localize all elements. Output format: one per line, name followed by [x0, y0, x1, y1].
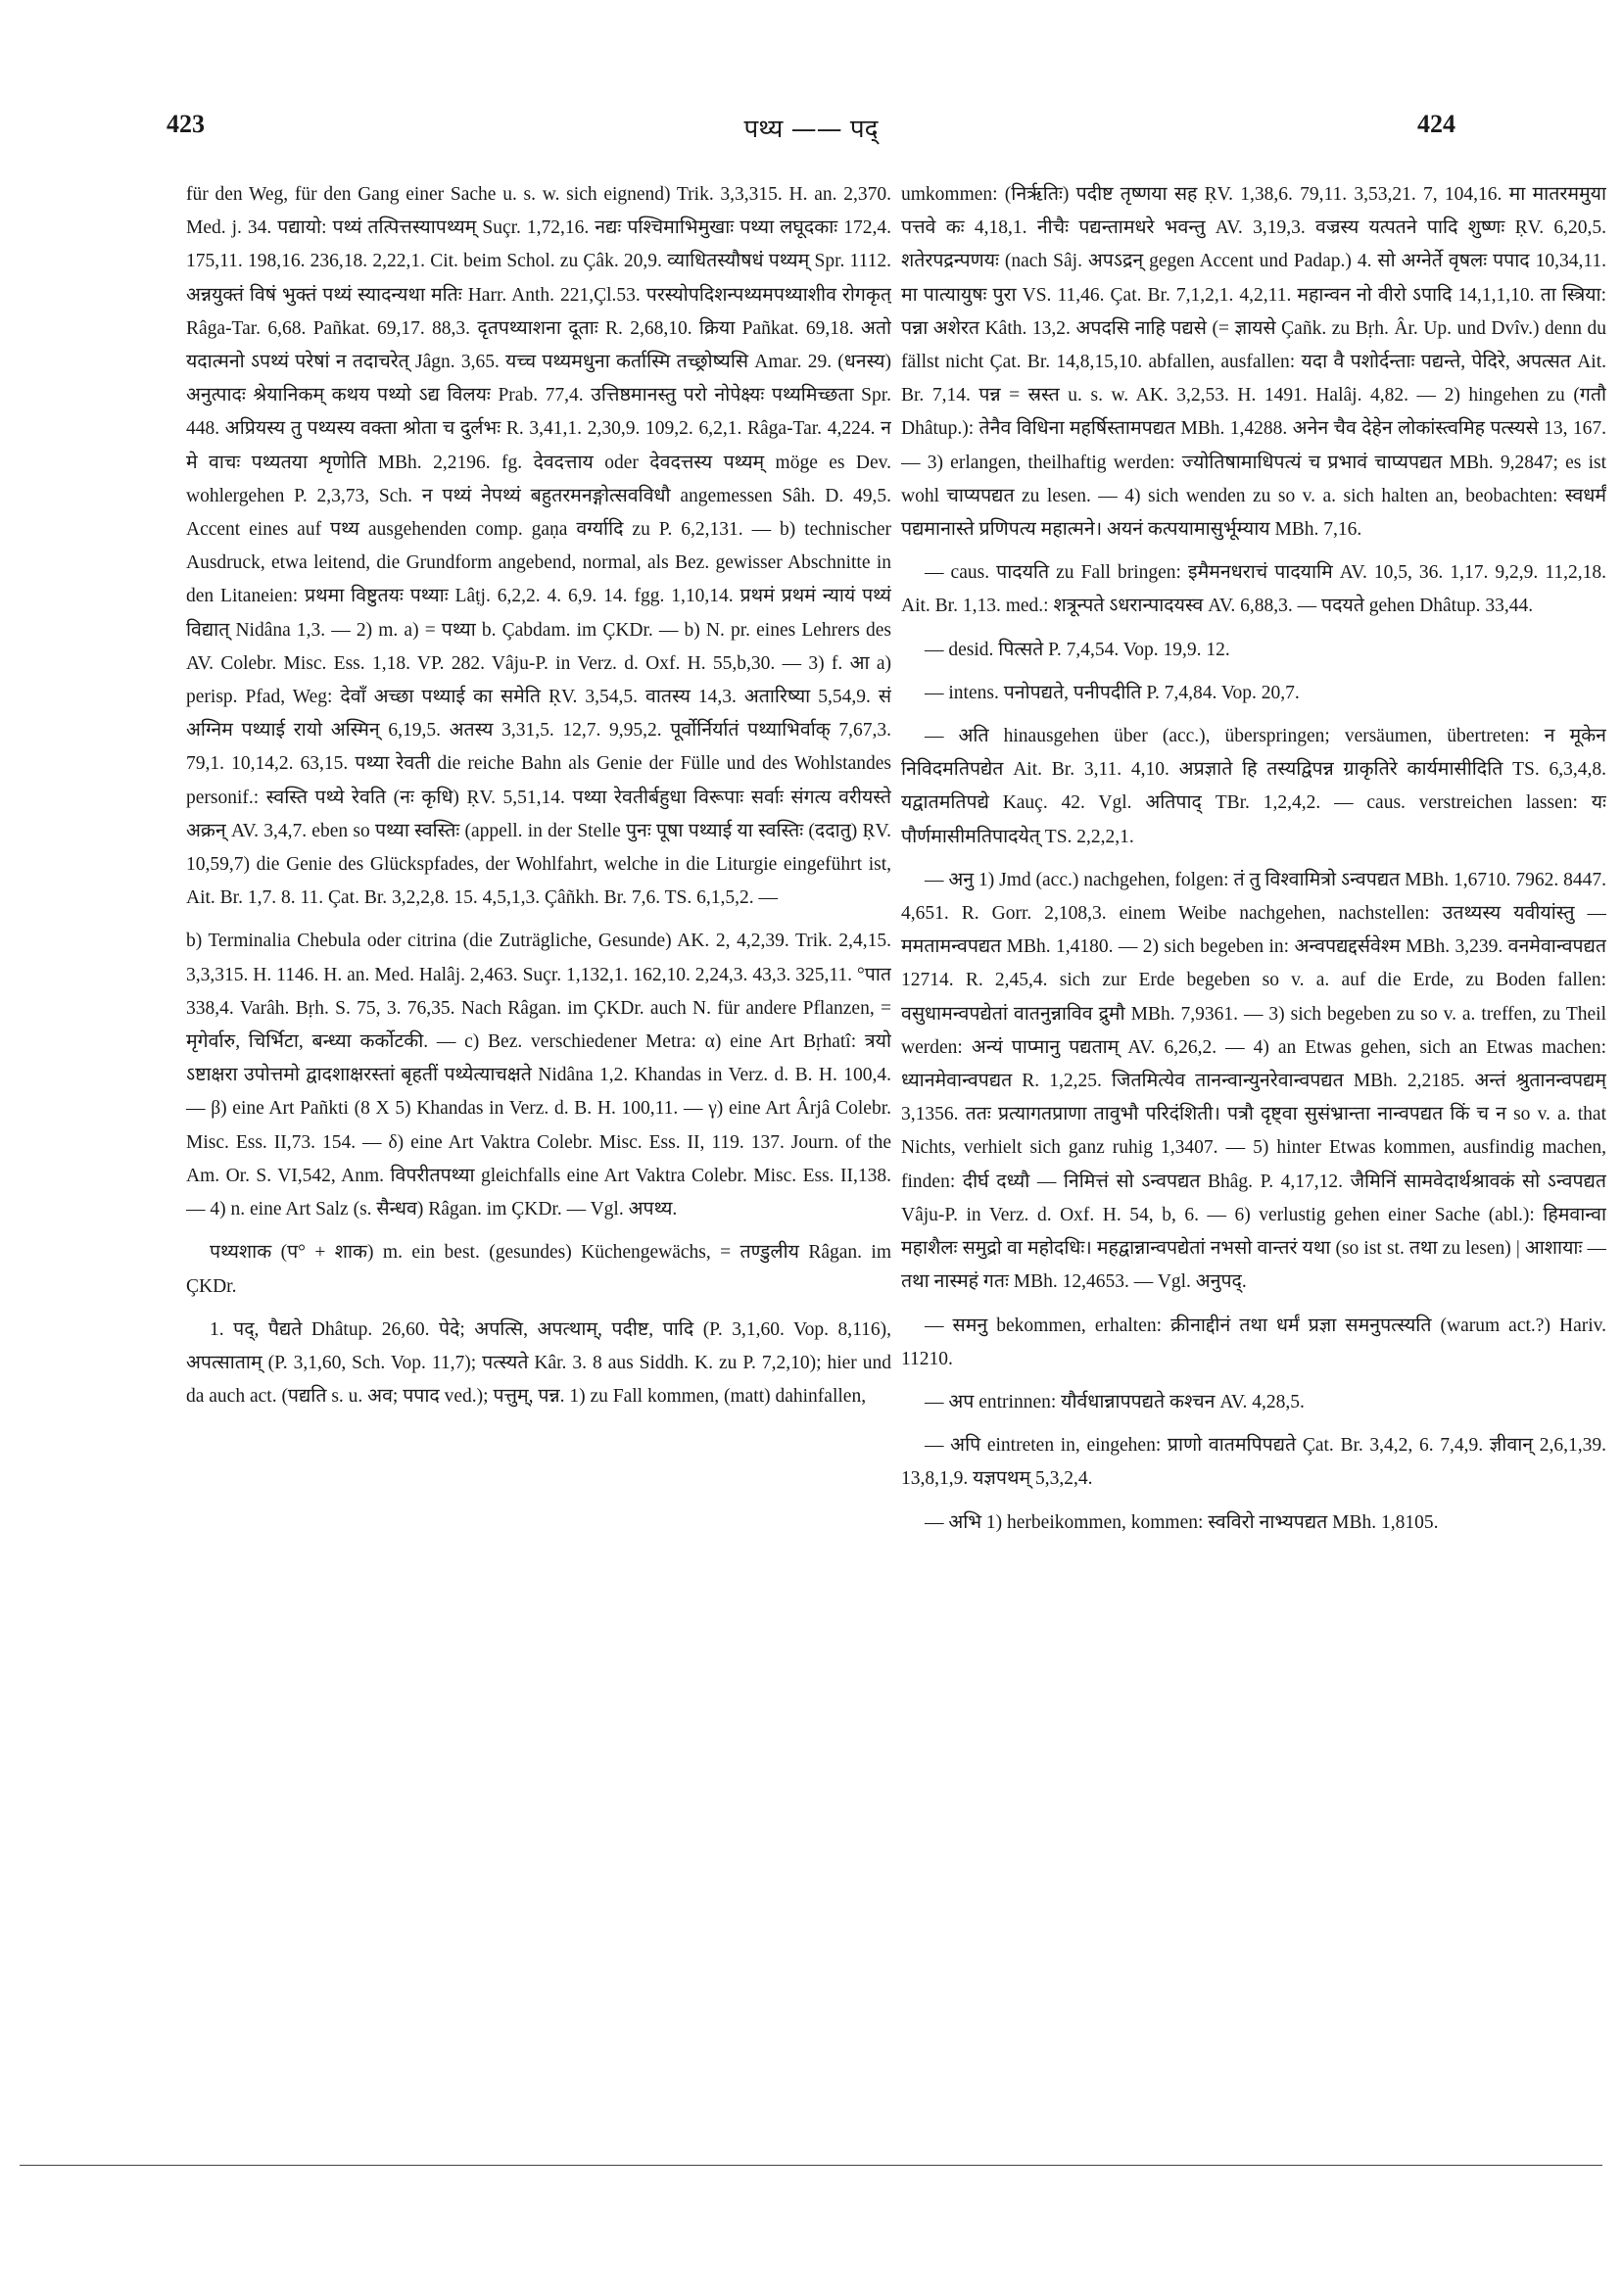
left-paragraph: für den Weg, für den Gang einer Sache u. s. w. sich eignend) Trik. 3,3,315. H. an. 2,370. Med. j. 34. पद्यायो: पथ्यं तत्पित्तस्यापथ्यम् Suçr. 1,72,16. नद्यः पश्चिमाभिमुखाः पथ्या लघूदकाः 172,4. 175,11. 198,16. 236,18. 2,22,1. Cit. beim Schol. zu Çâk. 20,9. व्याधितस्यौषधं पथ्यम् Spr. 1112. अन्नयुक्तं विषं भुक्तं पथ्यं स्यादन्यथा मतिः Harr. Anth. 221,Çl.53. परस्योपदिशन्पथ्यमपथ्याशीव रोगकृत् Râga-Tar. 6,68. Pañkat. 69,17. 88,3. दृतपथ्याशना दूताः R. 2,68,10. क्रिया Pañkat. 69,18. अतो यदात्मनो ऽपथ्यं परेषां न तदाचरेत् Jâgn. 3,65. यच्च पथ्यमधुना कर्तास्मि तच्छ्रोष्यसि Amar. 29. (धनस्य) अनुत्पादः श्रेयानिकम् कथय पथ्यो ऽद्य विलयः Prab. 77,4. उत्तिष्ठमानस्तु परो नोपेक्ष्यः पथ्यमिच्छता Spr. 448. अप्रियस्य तु पथ्यस्य वक्ता श्रोता च दुर्लभः R. 3,41,1. 2,30,9. 109,2. 6,2,1. Râga-Tar. 4,224. न मे वाचः पथ्यतया शृणोति MBh. 2,2196. fg. देवदत्ताय oder देवदत्तस्य पथ्यम् möge es Dev. wohlergehen P. 2,3,73, Sch. न पथ्यं नेपथ्यं बहुतरमनङ्गोत्सवविधौ angemessen Sâh. D. 49,5. Accent eines auf पथ्य ausgehenden comp. gaṇa वर्ग्यादि zu P. 6,2,131. — b) technischer Ausdruck, etwa leitend, die Grundform angebend, normal, als Bez. gewisser Abschnitte in den Litaneien: प्रथमा विष्टुतयः पथ्याः Lâṭj. 6,2,2. 4. 6,9. 14. fgg. 1,10,14. प्रथमं प्रथमं न्यायं पथ्यं विद्यात् Nidâna 1,3. — 2) m. a) = पथ्या b. Çabdam. im ÇKDr. — b) N. pr. eines Lehrers des AV. Colebr. Misc. Ess. 1,18. VP. 282. Vâju-P. in Verz. d. Oxf. H. 55,b,30. — 3) f. आ a) perisp. Pfad, Weg: देवाँ अच्छा पथ्याई का समेति ṚV. 3,54,5. वातस्य 14,3. अतारिष्या 5,54,9. सं अग्निम पथ्याई रायो अस्मिन् 6,19,5. अतस्य 3,31,5. 12,7. 9,95,2. पूर्वोर्निर्यातं पथ्याभिर्वाक् 7,67,3. 79,1. 10,14,2. 63,15. पथ्या रेवती die reiche Bahn als Genie der Fülle und des Wohlstandes personif.: स्वस्ति पथ्ये रेवति (नः कृधि) ṚV. 5,51,14. पथ्या रेवतीर्बहुधा विरूपाः सर्वाः संगत्य वरीयस्ते अक्रन् AV. 3,4,7. eben so पथ्या स्वस्तिः (appell. in der Stelle पुनः पूषा पथ्याई या स्वस्तिः (ददातु) ṚV. 10,59,7) die Genie des Glückspfades, der Wohlfahrt, welche in die Liturgie eingeführt ist, Ait. Br. 1,7. 8. 11. Çat. Br. 3,2,2,8. 15. 4,5,1,3. Çâñkh. Br. 7,6. TS. 6,1,5,2. —: [186, 184, 891, 909]
page-number-left: 423: [167, 110, 205, 138]
right-paragraph: — समनु bekommen, erhalten: क्रीनाद्दीनं तथा धर्मं प्रज्ञा समनुपत्स्यति (warum act.?) Hariv. 11210.: [901, 1315, 1606, 1369]
right-paragraph: — caus. पादयति zu Fall bringen: इमैमनधराचं पादयामि AV. 10,5, 36. 1,17. 9,2,9. 11,2,18. Ait. Br. 1,13. med.: शत्रून्पते ऽधरान्पादयस्व AV. 6,88,3. — पदयते gehen Dhâtup. 33,44.: [901, 562, 1606, 617]
footer-divider: [20, 2165, 1602, 2166]
page-header: [0, 110, 1622, 149]
right-paragraph: — अनु 1) Jmd (acc.) nachgehen, folgen: तं तु विश्वामित्रो ऽन्वपद्यत MBh. 1,6710. 7962. 8447. 4,651. R. Gorr. 2,108,3. einem Weibe nachgehen, nachstellen: उतथ्यस्य यवीयांस्तु — ममतामन्वपद्यत MBh. 1,4180. — 2) sich begeben in: अन्वपद्यद्दर्सवेश्म MBh. 3,239. वनमेवान्वपद्यत 12714. R. 2,45,4. sich zur Erde begeben so v. a. auf die Erde, zu Boden fallen: वसुधामन्वपद्येतां वातनुन्नाविव द्रुमौ MBh. 7,9361. — 3) sich begeben zu so v. a. treffen, zu Theil werden: अन्यं पाप्मानु पद्यताम् AV. 6,26,2. — 4) an Etwas gehen, sich an Etwas machen: ध्यानमेवान्वपद्यत R. 1,2,25. जितमित्येव तानन्वान्युनरेवान्वपद्यत MBh. 2,2185. अन्तं श्रुतानन्वपद्यम् 3,1356. ततः प्रत्यागतप्राणा तावुभौ परिदंशिती। पत्रौ दृष्ट्वा सुसंभ्रान्ता नान्वपद्यत किं च न so v. a. that Nichts, verhielt sich ganz ruhig 1,3407. — 5) hinter Etwas kommen, ausfindig machen, finden: दीर्घ दध्यौ — निमित्तं सो ऽन्वपद्यत Bhâg. P. 4,17,12. जैमिनिं सामवेदार्थश्रावकं सो ऽन्वपद्यत Vâju-P. in Verz. d. Oxf. H. 54, b, 6. — 6) verlustig gehen einer Sache (abl.): हिमवान्वा महाशैलः समुद्रो वा महोदधिः। महद्वान्नान्वपद्येतां नभसो वान्तरं यथा (so ist st. तथा zu lesen) | आशायाः — तथा नास्महं गतः MBh. 12,4653. — Vgl. अनुपद्.: [901, 869, 1606, 1293]
right-paragraph: — desid. पित्सते P. 7,4,54. Vop. 19,9. 12.: [925, 639, 1230, 660]
right-paragraph: — अभि 1) herbeikommen, kommen: स्वविरो नाभ्यपद्यत MBh. 1,8105.: [925, 1511, 1439, 1533]
right-paragraph: — intens. पनोपद्यते, पनीपदीति P. 7,4,84. Vop. 20,7.: [925, 682, 1300, 703]
right-paragraph: — अति hinausgehen über (acc.), überspringen; versäumen, übertreten: न मूकेन निविदमतिपद्येत Ait. Br. 3,11. 4,10. अप्रज्ञाते हि तस्यद्विपन्न ग्राकृतिरे कार्यमासीदिति TS. 6,3,4,8. यद्वातमतिपद्ये Kauç. 42. Vgl. अतिपाद् TBr. 1,2,4,2. — caus. verstreichen lassen: यः पौर्णमासीमतिपादयेत् TS. 2,2,2,1.: [901, 726, 1606, 847]
right-paragraph: umkommen: (निर्ऋतिः) पदीष्ट तृष्णया सह ṚV. 1,38,6. 79,11. 3,53,21. 7, 104,16. मा मातरममुया पत्तवे कः 4,18,1. नीचैः पद्यन्तामधरे भवन्तु AV. 3,19,3. वज्रस्य यत्पतने पादि शुष्णः ṚV. 6,20,5. शतेरपद्रन्पणयः (nach Sâj. अपऽद्रन् gegen Accent und Padap.) 4. सो अग्नेर्ते वृषलः पपाद 10,34,11. मा पात्यायुषः पुरा VS. 11,46. Çat. Br. 7,1,2,1. 4,2,11. महान्वन नो वीरो ऽपादि 14,1,1,10. ता स्त्रिया: पन्ना अशेरत Kâth. 13,2. अपदसि नाहि पद्यसे (= ज्ञायसे Çañk. zu Bṛh. Âr. Up. und Dvîv.) denn du fällst nicht Çat. Br. 14,8,15,10. abfallen, ausfallen: यदा वै पशोर्दन्ताः पद्यन्ते, पेदिरे, अपत्सत Ait. Br. 7,14. पन्न = स्रस्त u. s. w. AK. 3,2,53. H. 1491. Halâj. 4,82. — 2) hingehen zu (गतौ Dhâtup.): तेनैव विधिना महर्षिस्तामपद्यत MBh. 1,4288. अनेन चैव देहेन लोकांस्त्वमिह पत्स्यसे 13, 167. — 3) erlangen, theilhaftig werden: ज्योतिषामाधिपत्यं च प्रभावं चाप्यपद्यत MBh. 9,2847; es ist wohl चाप्यपद्यत zu lesen. — 4) sich wenden zu so v. a. sich halten an, beobachten: स्वधर्मं पद्यमानास्ते प्रणिपत्य महात्मने। अयनं कत्पयामासुर्भूम्याय MBh. 7,16.: [901, 184, 1606, 541]
page-number-right: 424: [1417, 110, 1455, 138]
right-column: [901, 178, 1606, 2098]
running-headword: पथ्य —— पद्: [743, 115, 879, 144]
left-column: [186, 178, 891, 2098]
left-paragraph: 1. पद्, पैद्यते Dhâtup. 26,60. पेदे; अपत्सि, अपत्थाम्, पदीष्ट, पादि (P. 3,1,60. Vop. 8,116), अपत्साताम् (P. 3,1,60, Sch. Vop. 11,7); पत्स्यते Kâr. 3. 8 aus Siddh. K. zu P. 7,2,10); hier und da auch act. (पद्यति s. u. अव; पपाद ved.); पत्तुम्, पन्न. 1) zu Fall kommen, (matt) dahinfallen,: [186, 1318, 891, 1408]
left-paragraph: पथ्यशाक (प° + शाक) m. ein best. (gesundes) Küchengewächs, = तण्डुलीय Râgan. im ÇKDr.: [186, 1242, 891, 1297]
right-paragraph: — अप entrinnen: यौर्वधान्नापपद्यते कश्चन AV. 4,28,5.: [925, 1391, 1305, 1412]
right-paragraph: — अपि eintreten in, eingehen: प्राणो वातमपिपद्यते Çat. Br. 3,4,2, 6. 7,4,9. ज्ञीवान् 2,6,1,39. 13,8,1,9. यज्ञपथम् 5,3,2,4.: [901, 1435, 1606, 1490]
left-paragraph: b) Terminalia Chebula oder citrina (die Zuträgliche, Gesunde) AK. 2, 4,2,39. Trik. 2,4,15. 3,3,315. H. 1146. H. an. Med. Halâj. 2,463. Suçr. 1,132,1. 162,10. 2,24,3. 43,3. 325,11. °पात 338,4. Varâh. Bṛh. S. 75, 3. 76,35. Nach Râgan. im ÇKDr. auch N. für andere Pflanzen, = मृगेर्वारु, चिर्भिटा, बन्ध्या कर्कोटकी. — c) Bez. verschiedener Metra: α) eine Art Bṛhatî: त्रयो ऽष्टाक्षरा उपोत्तमो द्वादशाक्षरस्तां बृहतीं पथ्येत्याचक्षते Nidâna 1,2. Khandas in Verz. d. B. H. 100,4. — β) eine Art Pañkti (8 X 5) Khandas in Verz. d. B. H. 100,11. — γ) eine Art Ârjâ Colebr. Misc. Ess. II,73. 154. — δ) eine Art Vaktra Colebr. Misc. Ess. II, 119. 137. Journ. of the Am. Or. S. VI,542, Anm. विपरीतपथ्या gleichfalls eine Art Vaktra Colebr. Misc. Ess. II,138. — 4) n. eine Art Salz (s. सैन्धव) Râgan. im ÇKDr. — Vgl. अपथ्य.: [186, 931, 891, 1220]
